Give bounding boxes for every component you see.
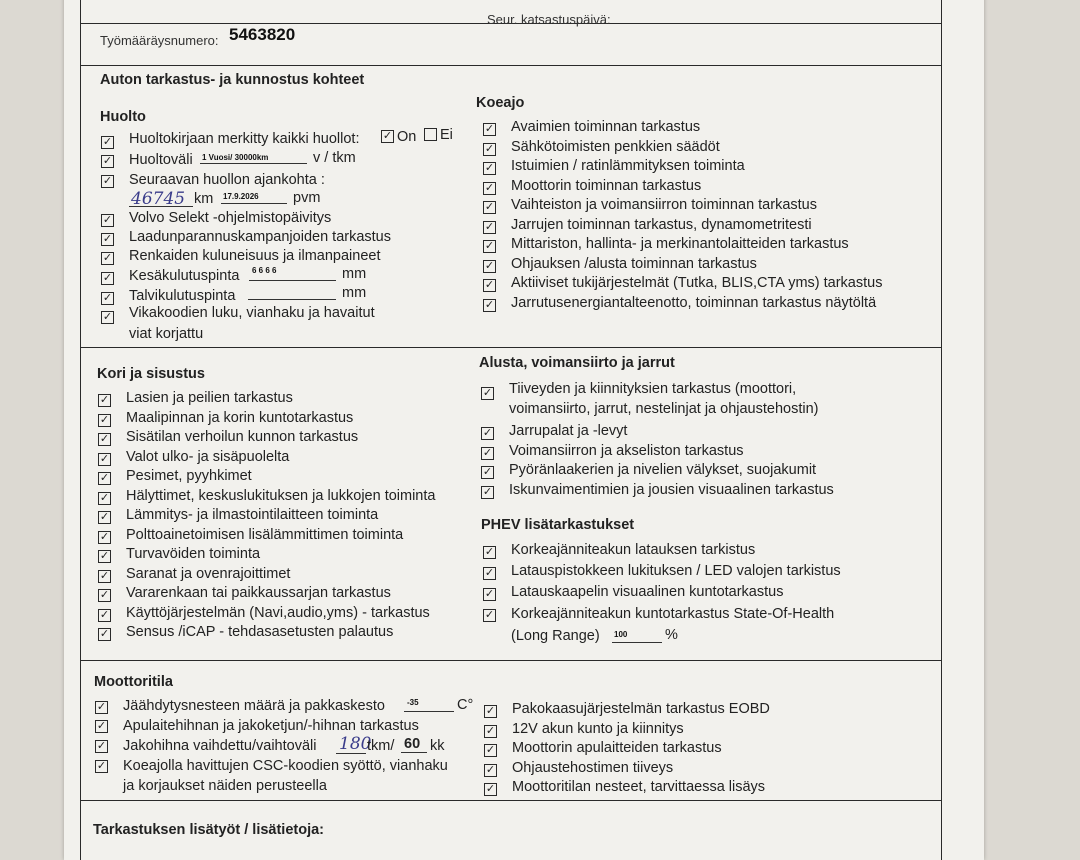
koeajo-item: Mittariston, hallinta- ja merkinantolaitteiden tarkastus [511, 236, 849, 252]
service-interval-unit: v / tkm [313, 150, 356, 166]
checkbox[interactable]: ✓ [99, 413, 110, 426]
checkbox[interactable]: ✓ [484, 201, 495, 213]
kori-title: Kori ja sisustus [97, 366, 205, 382]
checkbox[interactable]: ✓ [99, 569, 110, 582]
checkbox[interactable]: ✓ [484, 123, 495, 135]
checkbox[interactable]: ✓ [482, 466, 493, 478]
alusta-item: Tiiveyden ja kiinnityksien tarkastus (moottori, [509, 381, 797, 397]
moottori-title: Moottoritila [94, 674, 173, 690]
kori-item: Lämmitys- ja ilmastointilaitteen toiminta [126, 507, 379, 523]
koeajo-item: Istuimien / ratinlämmityksen toiminta [511, 158, 745, 174]
kori-item: Hälyttimet, keskuslukituksen ja lukkojen toiminta [126, 487, 436, 504]
checkbox[interactable]: ✓ [485, 744, 496, 756]
next-service-label: Seuraavan huollon ajankohta : [129, 172, 325, 188]
checkbox[interactable]: ✓ [96, 740, 107, 752]
checkbox[interactable]: ✓ [102, 155, 113, 167]
checkbox[interactable]: ✓ [484, 142, 495, 155]
divider [81, 660, 941, 661]
checkbox[interactable]: ✓ [99, 472, 110, 484]
coolant-unit: C° [457, 697, 474, 713]
checkbox[interactable]: ✓ [102, 136, 113, 148]
checkbox[interactable]: ✓ [102, 311, 113, 323]
alusta-item: Iskunvaimentimien ja jousien visuaalinen tarkastus [509, 481, 834, 498]
koeajo-item: Aktiiviset tukijärjestelmät (Tutka, BLIS,CTA yms) tarkastus [511, 275, 883, 291]
checkbox[interactable]: ✓ [484, 162, 495, 174]
koeajo-item: Moottorin toiminnan tarkastus [511, 177, 702, 194]
service-interval-label: Huoltoväli [129, 152, 193, 168]
extra-title: Tarkastuksen lisätyöt / lisätietoja: [93, 822, 325, 838]
moottori-item: 12V akun kunto ja kiinnitys [512, 720, 684, 737]
checkbox[interactable]: ✓ [484, 181, 495, 194]
divider [81, 65, 941, 66]
kori-item: Polttoainetoimisen lisälämmittimen toiminta [126, 526, 404, 543]
kori-item: Pesimet, pyyhkimet [126, 468, 252, 484]
koeajo-item: Avaimien toiminnan tarkastus [511, 119, 701, 135]
checkbox-ei[interactable] [424, 128, 437, 141]
service-interval-value[interactable]: 1 Vuosi/ 30000km [202, 153, 269, 162]
checkbox[interactable]: ✓ [99, 550, 110, 562]
alusta-item: Pyöränlaakerien ja nivelien välykset, suojakumit [509, 462, 817, 478]
koeajo-title: Koeajo [476, 95, 525, 111]
huolto-item: Volvo Selekt -ohjelmistopäivitys [129, 210, 332, 226]
fill-line [200, 163, 307, 164]
checkbox[interactable]: ✓ [484, 220, 495, 233]
mm-unit: mm [342, 266, 367, 282]
checkbox[interactable]: ✓ [484, 279, 495, 291]
aux-belt-label: Apulaitehihnan ja jakoketjun/-hihnan tarkastus [123, 718, 419, 734]
checkbox[interactable]: ✓ [482, 485, 493, 498]
csc-line1: Koeajolla havittujen CSC-koodien syöttö, vianhaku [123, 758, 448, 774]
checkbox[interactable]: ✓ [96, 760, 107, 772]
mm-unit: mm [342, 285, 367, 301]
coolant-label: Jäähdytysnesteen määrä ja pakkaskesto [123, 698, 385, 714]
winter-tread-label: Talvikulutuspinta [129, 288, 236, 304]
kori-item: Sisätilan verhoilun kunnon tarkastus [126, 429, 359, 445]
moottori-item: Ohjaustehostimen tiiveys [512, 759, 674, 776]
kori-item: Käyttöjärjestelmän (Navi,audio,yms) - tarkastus [126, 604, 430, 621]
soh-unit: % [665, 627, 678, 643]
alusta-item: Voimansiirron ja akseliston tarkastus [509, 442, 744, 459]
huolto-item: Laadunparannuskampanjoiden tarkastus [129, 229, 391, 245]
checkbox[interactable]: ✓ [484, 546, 495, 558]
fill-line [249, 280, 336, 281]
csc-line2: ja korjaukset näiden perusteella [123, 778, 327, 794]
checkbox[interactable]: ✓ [102, 272, 113, 284]
work-order-label: Työmääräysnumero: [100, 33, 219, 48]
phev-item: Latauskaapelin visuaalinen kuntotarkastus [511, 584, 784, 600]
koeajo-item: Ohjauksen /alusta toiminnan tarkastus [511, 255, 757, 272]
fill-line [248, 299, 336, 300]
kori-item: Turvavöiden toiminta [126, 546, 261, 562]
kori-item: Valot ulko- ja sisäpuolelta [126, 448, 290, 465]
koeajo-item: Vaihteiston ja voimansiirron toiminnan tarkastus [511, 197, 817, 213]
phev-title: PHEV lisätarkastukset [481, 517, 635, 533]
kori-item: Maalipinnan ja korin kuntotarkastus [126, 409, 354, 426]
checkbox[interactable]: ✓ [99, 394, 110, 406]
checkbox[interactable]: ✓ [102, 252, 113, 264]
fill-line [221, 203, 287, 204]
checkbox[interactable]: ✓ [99, 530, 110, 543]
moottori-item: Moottoritilan nesteet, tarvittaessa lisäys [512, 779, 766, 795]
alusta-title: Alusta, voimansiirto ja jarrut [479, 355, 675, 371]
fault-codes-line2: viat korjattu [129, 326, 204, 342]
checkbox[interactable]: ✓ [482, 427, 493, 439]
koeajo-item: Jarrujen toiminnan tarkastus, dynamometritesti [511, 216, 812, 233]
checkbox[interactable]: ✓ [99, 433, 110, 445]
fill-line [612, 642, 662, 643]
checkbox-on[interactable]: ✓ [382, 130, 393, 142]
kori-item: Lasien ja peilien tarkastus [126, 390, 293, 406]
kori-item: Vararenkaan tai paikkaussarjan tarkastus [126, 585, 391, 601]
phev-item: Latauspistokkeen lukituksen / LED valojen tarkistus [511, 563, 841, 579]
checkbox[interactable]: ✓ [484, 567, 495, 579]
on-label: On [397, 129, 417, 145]
checkbox[interactable]: ✓ [485, 724, 496, 737]
fill-line [401, 752, 427, 753]
section-title: Auton tarkastus- ja kunnostus kohteet [100, 72, 365, 88]
huolto-title: Huolto [100, 109, 146, 125]
soh-line2: (Long Range) [511, 628, 600, 644]
divider [81, 347, 941, 348]
moottori-item: Pakokaasujärjestelmän tarkastus EOBD [512, 701, 770, 717]
kori-item: Sensus /iCAP - tehdasasetusten palautus [126, 624, 394, 640]
timing-belt-label: Jakohihna vaihdettu/vaihtoväli [123, 738, 317, 754]
checkbox[interactable]: ✓ [102, 292, 113, 304]
next-inspection-label: Seur. katsastuspäivä: [487, 12, 611, 27]
summer-tread-value[interactable]: 6 6 6 6 [252, 266, 277, 275]
soh-value[interactable]: 100 [614, 630, 628, 639]
checkbox[interactable]: ✓ [99, 608, 110, 621]
checkbox[interactable]: ✓ [99, 628, 110, 640]
checkbox[interactable]: ✓ [96, 701, 107, 713]
timing-unit: kk [430, 738, 445, 754]
alusta-item: Jarrupalat ja -levyt [509, 423, 628, 439]
coolant-value[interactable]: -35 [407, 698, 419, 707]
work-order-number: 5463820 [229, 25, 296, 44]
checkbox[interactable]: ✓ [99, 589, 110, 601]
summer-tread-label: Kesäkulutuspinta [129, 268, 240, 284]
checkbox[interactable]: ✓ [485, 705, 496, 717]
timing-km-value[interactable]: 180 [339, 734, 372, 754]
checkbox[interactable]: ✓ [99, 491, 110, 504]
timing-mid: tkm/ [367, 738, 395, 754]
checkbox[interactable]: ✓ [485, 783, 496, 795]
soh-line1: Korkeajänniteakun kuntotarkastus State-Of-Health [511, 606, 835, 622]
fill-line [129, 206, 193, 207]
fault-codes-line1: Vikakoodien luku, vianhaku ja havaitut [129, 305, 375, 321]
checkbox[interactable]: ✓ [482, 387, 493, 399]
checkbox[interactable]: ✓ [484, 609, 495, 621]
moottori-item: Moottorin apulaitteiden tarkastus [512, 740, 722, 756]
next-service-date-value[interactable]: 17.9.2026 [223, 192, 259, 201]
phev-item: Korkeajänniteakun latauksen tarkistus [511, 542, 756, 558]
checkbox[interactable]: ✓ [484, 588, 495, 600]
service-book-label: Huoltokirjaan merkitty kaikki huollot: [129, 131, 360, 147]
date-unit: pvm [293, 190, 321, 206]
checkbox[interactable]: ✓ [484, 259, 495, 272]
koeajo-item: Sähkötoimisten penkkien säädöt [511, 138, 720, 155]
checkbox[interactable]: ✓ [102, 233, 113, 245]
checkbox[interactable]: ✓ [99, 452, 110, 465]
ei-label: Ei [440, 127, 453, 143]
checkbox[interactable]: ✓ [102, 214, 113, 226]
alusta-item-cont: voimansiirto, jarrut, nestelinjat ja ohjaustehostin) [509, 401, 819, 417]
checkbox[interactable]: ✓ [96, 720, 107, 732]
timing-months-value[interactable]: 60 [404, 736, 421, 752]
fill-line [404, 711, 454, 712]
fill-line [336, 753, 366, 754]
checkbox[interactable]: ✓ [482, 446, 493, 459]
koeajo-item: Jarrutusenergiantalteenotto, toiminnan tarkastus näytöltä [511, 294, 877, 311]
checkbox[interactable]: ✓ [102, 175, 113, 187]
checkbox[interactable]: ✓ [99, 511, 110, 523]
divider [81, 800, 941, 801]
huolto-item: Renkaiden kuluneisuus ja ilmanpaineet [129, 248, 381, 264]
next-service-km-value[interactable]: 46745 [131, 189, 186, 209]
checkbox[interactable]: ✓ [485, 763, 496, 776]
kori-item: Saranat ja ovenrajoittimet [126, 565, 291, 582]
checkbox[interactable]: ✓ [484, 240, 495, 252]
km-unit: km [194, 191, 214, 207]
checkbox[interactable]: ✓ [484, 298, 495, 311]
